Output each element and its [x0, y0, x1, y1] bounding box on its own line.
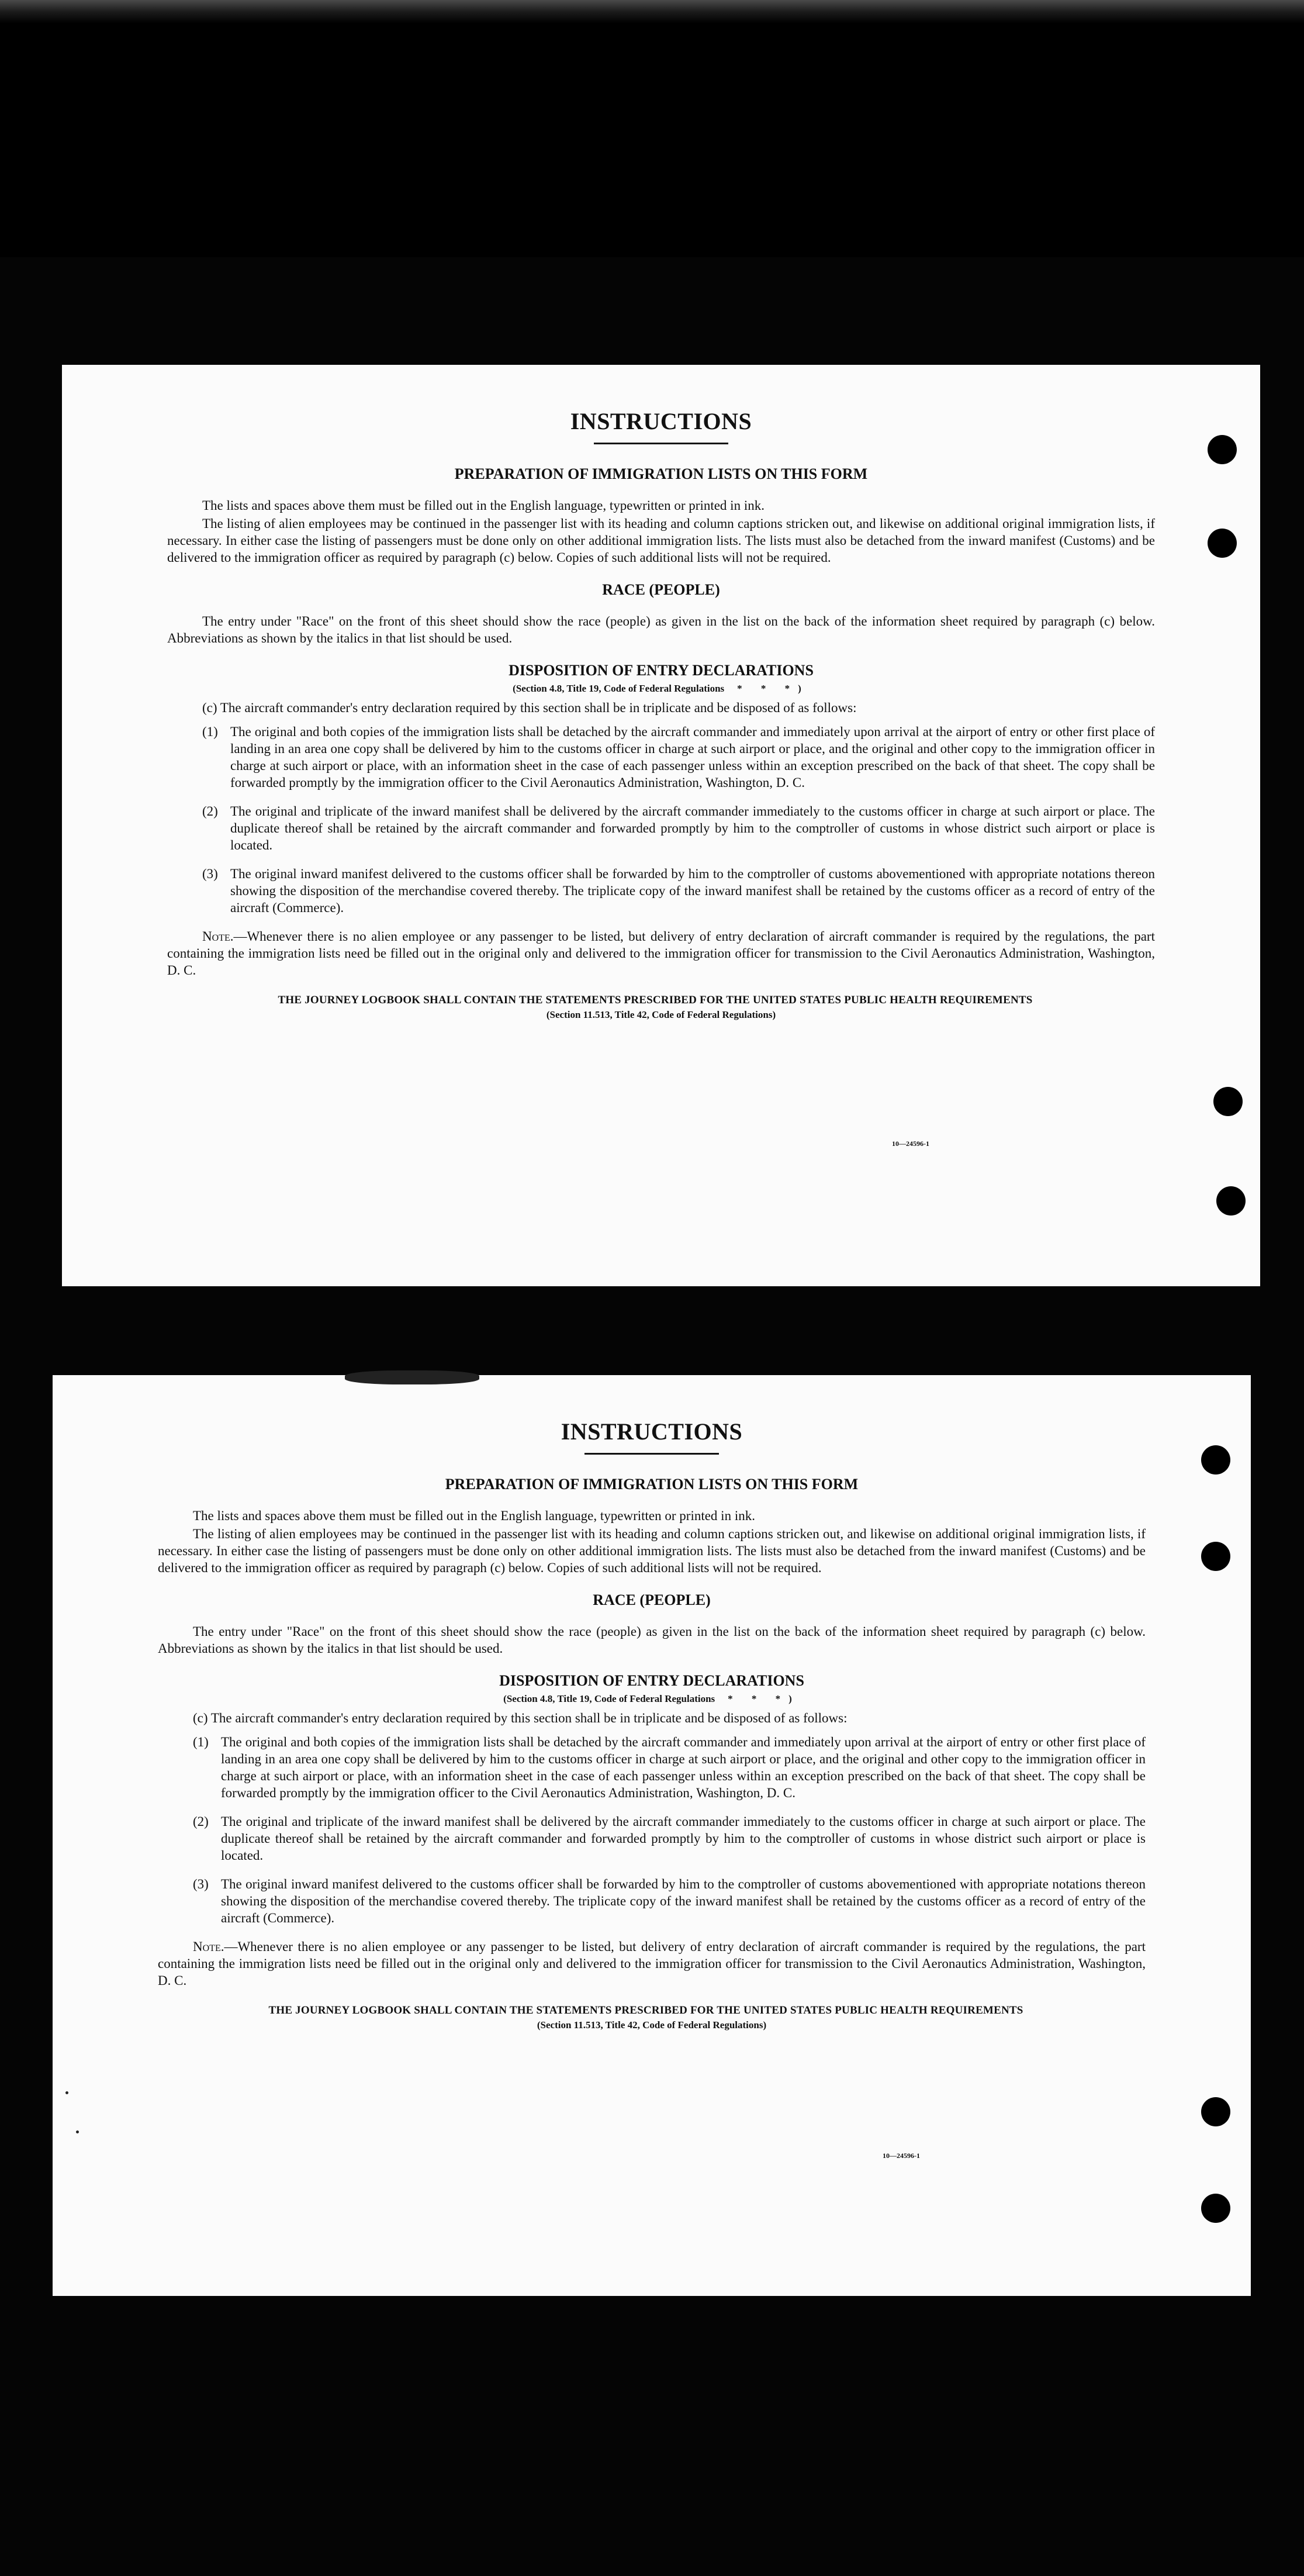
instruction-sheet-bottom: [53, 1375, 1251, 2296]
citation-stars: * * *): [737, 683, 810, 694]
note-label: Note.: [202, 929, 234, 944]
list-item: [202, 803, 1155, 854]
page-title: INSTRUCTIONS: [570, 408, 752, 434]
paragraph: The entry under "Race" on the front of this sheet should show the race (people) as given in the list on the back of the information sheet required by paragraph (c) below. Abbreviations as shown by the italics in that list should be used.: [167, 614, 1155, 645]
citation-text: (Section 4.8, Title 19, Code of Federal Regulations: [513, 683, 725, 694]
list-item: [193, 1813, 1146, 1864]
punch-hole: [1216, 1186, 1246, 1216]
journey-logbook-notice: THE JOURNEY LOGBOOK SHALL CONTAIN THE STATEMENTS PRESCRIBED FOR THE UNITED STATES PUBLIC HEALTH REQUIREMENTS: [268, 2004, 1023, 2016]
punch-hole: [1201, 2194, 1230, 2223]
sheet-content: [167, 409, 1155, 1021]
note-label: Note.: [193, 1939, 224, 1954]
scan-speck: [65, 2091, 68, 2094]
journey-citation: (Section 11.513, Title 42, Code of Federal Regulations): [546, 1009, 776, 1020]
item-text: The original and both copies of the immigration lists shall be detached by the aircraft commander and immediately upon arrival at the airport of entry or other first place of landing in an area one copy shall be delivered by him to the customs officer in charge at such airport or place, and the original and other copy to the immigration officer in charge at such airport or place, with an information sheet in the case of each passenger unless within an exception prescribed on the back of that sheet. The copy shall be forwarded promptly by the immigration officer to the Civil Aeronautics Administration, Washington, D. C.: [230, 724, 1155, 790]
section-heading-preparation: PREPARATION OF IMMIGRATION LISTS ON THIS FORM: [445, 1476, 859, 1493]
item-text: The original inward manifest delivered to the customs officer shall be forwarded by him to the comptroller of customs abovementioned with appropriate notations thereon showing the disposition of the merchandise covered thereby. The triplicate copy of the inward manifest shall be retained by the customs officer as a record of entry of the aircraft (Commerce).: [230, 866, 1155, 915]
citation-text: (Section 4.8, Title 19, Code of Federal Regulations: [503, 1693, 715, 1704]
note-text: —Whenever there is no alien employee or any passenger to be listed, but delivery of entry declaration of aircraft commander is required by the regulations, the part containing the immigration lists need be filled out in the original only and delivered to the immigration officer for transmission to the Civil Aeronautics Administration, Washington, D. C.: [167, 929, 1155, 978]
section-heading-disposition: DISPOSITION OF ENTRY DECLARATIONS: [499, 1672, 804, 1689]
paragraph: (c) The aircraft commander's entry declaration required by this section shall be in triplicate and be disposed of as follows:: [202, 700, 857, 715]
paragraph: The lists and spaces above them must be filled out in the English language, typewritten or printed in ink.: [193, 1508, 755, 1523]
scanner-top-strip: [0, 0, 1304, 23]
paragraph: The listing of alien employees may be continued in the passenger list with its heading and column captions stricken out, and likewise on additional original immigration lists, if necessary. In either case the listing of passengers must be done only on other additional immigration lists. The lists must also be detached from the inward manifest (Customs) and be delivered to the immigration officer as required by paragraph (c) below. Copies of such additional lists will not be required.: [158, 1527, 1146, 1575]
scan-speck: [76, 2130, 79, 2133]
page-title: INSTRUCTIONS: [561, 1418, 743, 1445]
section-heading-disposition: DISPOSITION OF ENTRY DECLARATIONS: [509, 662, 814, 679]
section-heading-race: RACE (PEOPLE): [593, 1591, 711, 1608]
item-text: The original and triplicate of the inward manifest shall be delivered by the aircraft commander immediately to the customs officer in charge at such airport or place. The duplicate thereof shall be retained by the aircraft commander and forwarded promptly by him to the comptroller of customs in whose district such airport or place is located.: [221, 1814, 1146, 1863]
note-text: —Whenever there is no alien employee or any passenger to be listed, but delivery of entry declaration of aircraft commander is required by the regulations, the part containing the immigration lists need be filled out in the original only and delivered to the immigration officer for transmission to the Civil Aeronautics Administration, Washington, D. C.: [158, 1939, 1146, 1988]
punch-hole: [1201, 1445, 1230, 1475]
title-underline: [584, 1453, 719, 1455]
item-number: (3): [193, 1877, 209, 1891]
sheet-content: [158, 1419, 1146, 2031]
list-item: [193, 1734, 1146, 1801]
note-paragraph: [167, 928, 1155, 979]
instruction-sheet-top: [62, 365, 1260, 1286]
form-number: 10—24596-1: [883, 2152, 920, 2160]
journey-citation: (Section 11.513, Title 42, Code of Federal Regulations): [537, 2019, 767, 2031]
regulation-citation: [167, 683, 1155, 695]
note-paragraph: [158, 1938, 1146, 1989]
paragraph: (c) The aircraft commander's entry declaration required by this section shall be in triplicate and be disposed of as follows:: [193, 1711, 848, 1725]
paragraph: The listing of alien employees may be continued in the passenger list with its heading and column captions stricken out, and likewise on additional original immigration lists, if necessary. In either case the listing of passengers must be done only on other additional immigration lists. The lists must also be detached from the inward manifest (Customs) and be delivered to the immigration officer as required by paragraph (c) below. Copies of such additional lists will not be required.: [167, 516, 1155, 565]
list-item: [193, 1876, 1146, 1926]
item-number: (1): [202, 724, 218, 739]
item-text: The original inward manifest delivered to the customs officer shall be forwarded by him to the comptroller of customs abovementioned with appropriate notations thereon showing the disposition of the merchandise covered thereby. The triplicate copy of the inward manifest shall be retained by the customs officer as a record of entry of the aircraft (Commerce).: [221, 1877, 1146, 1925]
punch-hole: [1201, 1542, 1230, 1571]
item-number: (2): [193, 1814, 209, 1829]
punch-hole: [1208, 435, 1237, 464]
punch-hole: [1201, 2097, 1230, 2126]
paragraph: The lists and spaces above them must be filled out in the English language, typewritten or printed in ink.: [202, 498, 765, 513]
section-heading-race: RACE (PEOPLE): [602, 581, 720, 598]
punch-hole: [1213, 1087, 1243, 1116]
journey-logbook-notice: THE JOURNEY LOGBOOK SHALL CONTAIN THE STATEMENTS PRESCRIBED FOR THE UNITED STATES PUBLIC HEALTH REQUIREMENTS: [278, 994, 1033, 1006]
punch-hole: [1208, 529, 1237, 558]
item-text: The original and both copies of the immigration lists shall be detached by the aircraft commander and immediately upon arrival at the airport of entry or other first place of landing in an area one copy shall be delivered by him to the customs officer in charge at such airport or place, and the original and other copy to the immigration officer in charge at such airport or place, with an information sheet in the case of each passenger unless within an exception prescribed on the back of that sheet. The copy shall be forwarded promptly by the immigration officer to the Civil Aeronautics Administration, Washington, D. C.: [221, 1735, 1146, 1800]
scan-smudge: [345, 1370, 479, 1384]
item-number: (2): [202, 804, 218, 819]
section-heading-preparation: PREPARATION OF IMMIGRATION LISTS ON THIS FORM: [454, 465, 868, 482]
item-text: The original and triplicate of the inward manifest shall be delivered by the aircraft commander immediately to the customs officer in charge at such airport or place. The duplicate thereof shall be retained by the aircraft commander and forwarded promptly by him to the comptroller of customs in whose district such airport or place is located.: [230, 804, 1155, 852]
form-number: 10—24596-1: [892, 1139, 929, 1148]
paragraph: The entry under "Race" on the front of this sheet should show the race (people) as given in the list on the back of the information sheet required by paragraph (c) below. Abbreviations as shown by the italics in that list should be used.: [158, 1624, 1146, 1656]
item-number: (3): [202, 866, 218, 881]
list-item: [202, 723, 1155, 791]
list-item: [202, 865, 1155, 916]
title-underline: [594, 443, 728, 444]
regulation-citation: [158, 1693, 1146, 1705]
citation-stars: * * *): [728, 1693, 800, 1704]
item-number: (1): [193, 1735, 209, 1749]
